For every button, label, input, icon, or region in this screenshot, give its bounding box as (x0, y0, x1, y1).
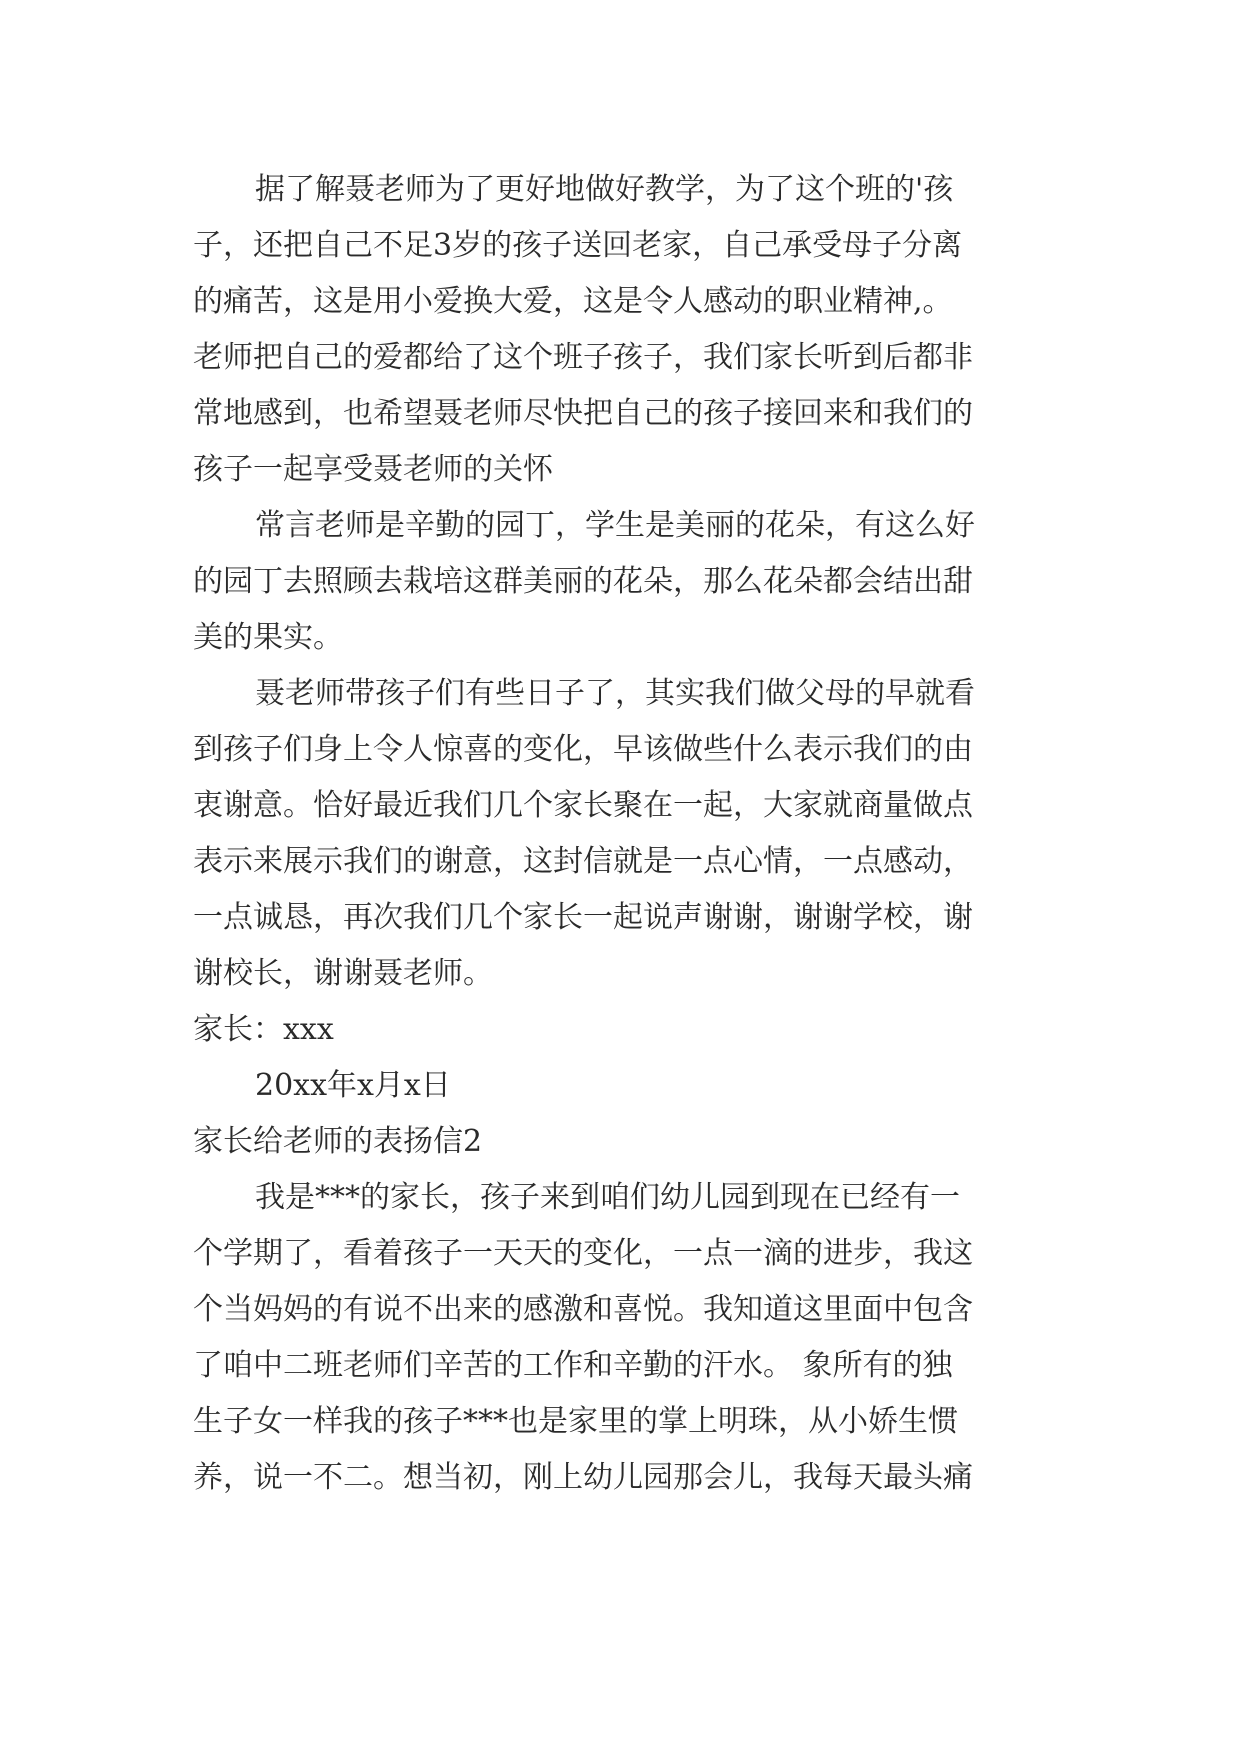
paragraph-4 (193, 1170, 1063, 1506)
text-line: 子，还把自己不足3岁的孩子送回老家，自己承受母子分离 (193, 228, 963, 263)
text-line: 据了解聂老师为了更好地做好教学，为了这个班的'孩 (255, 172, 954, 207)
paragraph-3 (193, 666, 1063, 1002)
text-line: 个当妈妈的有说不出来的感激和喜悦。我知道这里面中包含 (193, 1292, 973, 1327)
text-line: 生子女一样我的孩子***也是家里的掌上明珠，从小娇生惯 (193, 1404, 958, 1439)
text-line: 了咱中二班老师们辛苦的工作和辛勤的汗水。 象所有的独 (193, 1348, 953, 1383)
text-line: 的园丁去照顾去栽培这群美丽的花朵，那么花朵都会结出甜 (193, 564, 973, 599)
text-line: 养，说一不二。想当初，刚上幼儿园那会儿，我每天最头痛 (193, 1460, 973, 1495)
document-body (193, 162, 1063, 1506)
text-line: 常言老师是辛勤的园丁，学生是美丽的花朵，有这么好 (255, 508, 975, 543)
text-line: 我是***的家长，孩子来到咱们幼儿园到现在已经有一 (255, 1180, 960, 1215)
text-line: 谢校长，谢谢聂老师。 (193, 956, 493, 991)
date: 20xx年x月x日 (255, 1068, 451, 1103)
text-line: 的痛苦，这是用小爱换大爱，这是令人感动的职业精神,。 (193, 284, 953, 319)
text-line: 美的果实。 (193, 620, 343, 655)
text-line: 常地感到，也希望聂老师尽快把自己的孩子接回来和我们的 (193, 396, 973, 431)
section-title: 家长给老师的表扬信2 (193, 1124, 483, 1159)
paragraph-1 (193, 162, 1063, 498)
text-line: 老师把自己的爱都给了这个班子孩子，我们家长听到后都非 (193, 340, 973, 375)
text-line: 表示来展示我们的谢意，这封信就是一点心情，一点感动， (193, 844, 973, 879)
text-line: 孩子一起享受聂老师的关怀 (193, 452, 553, 487)
text-line: 到孩子们身上令人惊喜的变化，早该做些什么表示我们的由 (193, 732, 973, 767)
text-line: 个学期了，看着孩子一天天的变化，一点一滴的进步，我这 (193, 1236, 973, 1271)
text-line: 一点诚恳，再次我们几个家长一起说声谢谢，谢谢学校，谢 (193, 900, 973, 935)
text-line: 聂老师带孩子们有些日子了，其实我们做父母的早就看 (255, 676, 975, 711)
text-line: 衷谢意。恰好最近我们几个家长聚在一起，大家就商量做点 (193, 788, 973, 823)
signature: 家长：xxx (193, 1012, 334, 1047)
paragraph-2 (193, 498, 1063, 666)
